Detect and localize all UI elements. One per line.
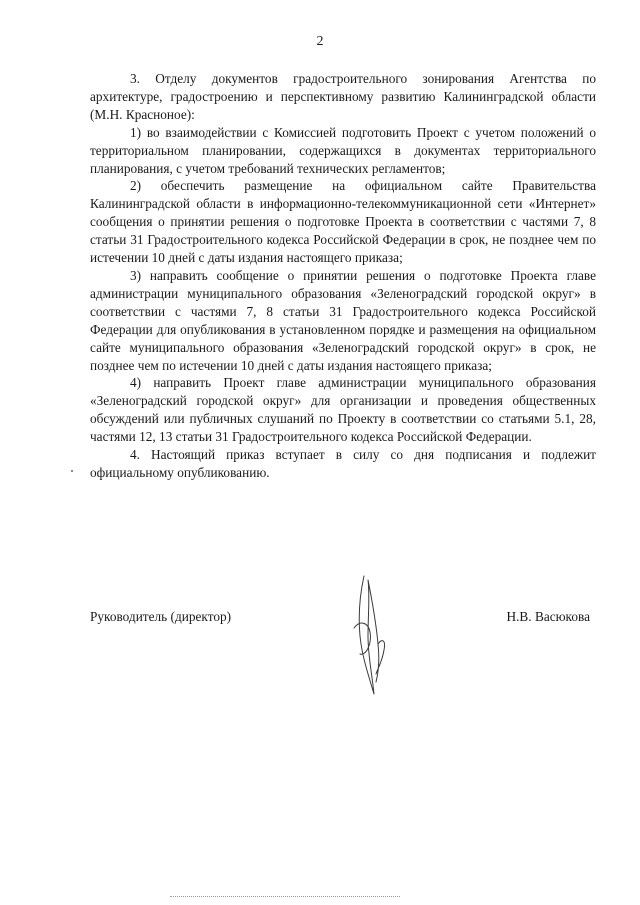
margin-mark (71, 470, 73, 472)
paragraph-4: 4. Настоящий приказ вступает в силу со дня подписания и подлежит официальному опубликованию. (90, 447, 596, 480)
handwritten-signature (338, 570, 398, 700)
paragraph-3-1: 1) во взаимодействии с Комиссией подготовить Проект с учетом положений о территориальном планировании, содержащихся в документах территориального планирования, с учетом требований технических регламентов; (90, 124, 596, 176)
scan-artifact (170, 896, 400, 900)
signer-name: Н.В. Васюкова (506, 609, 590, 624)
paragraph-3: 3. Отделу документов градостроительного зонирования Агентства по архитектуре, градостроению и перспективному развитию Калининградской области (М.Н. Красноное): (90, 71, 596, 122)
document-body (90, 70, 596, 482)
paragraph-3-4: 4) направить Проект главе администрации муниципального образования «Зеленоградский городской округ» для организации и проведения общественных обсуждений или публичных слушаний по Проекту в соответствии со статьями 5.1, 28, частями 12, 13 статьи 31 Градостроительного кодекса Российской Федерации. (90, 375, 596, 445)
page-number: 2 (316, 34, 324, 49)
signer-role: Руководитель (директор) (90, 609, 232, 624)
paragraph-3-3: 3) направить сообщение о принятии решения о подготовке Проекта главе администрации муниципального образования «Зеленоградский городской округ» в соответствии с частями 7, 8 статьи 31 Градостроительного кодекса Российской Федерации для опубликования в установленном порядке и размещения на официальном сайте муниципального образования «Зеленоградский городской округ» в срок, не позднее чем по истечении 10 дней с даты издания настоящего приказа; (90, 267, 596, 373)
paragraph-3-2: 2) обеспечить размещение на официальном сайте Правительства Калининградской области в информационно-телекоммуникационной сети «Интернет» сообщения о принятии решения о подготовке Проекта в соответствии с частями 7, 8 статьи 31 Градостроительного кодекса Российской Федерации в срок, не позднее чем по истечении 10 дней с даты издания настоящего приказа; (90, 178, 596, 266)
